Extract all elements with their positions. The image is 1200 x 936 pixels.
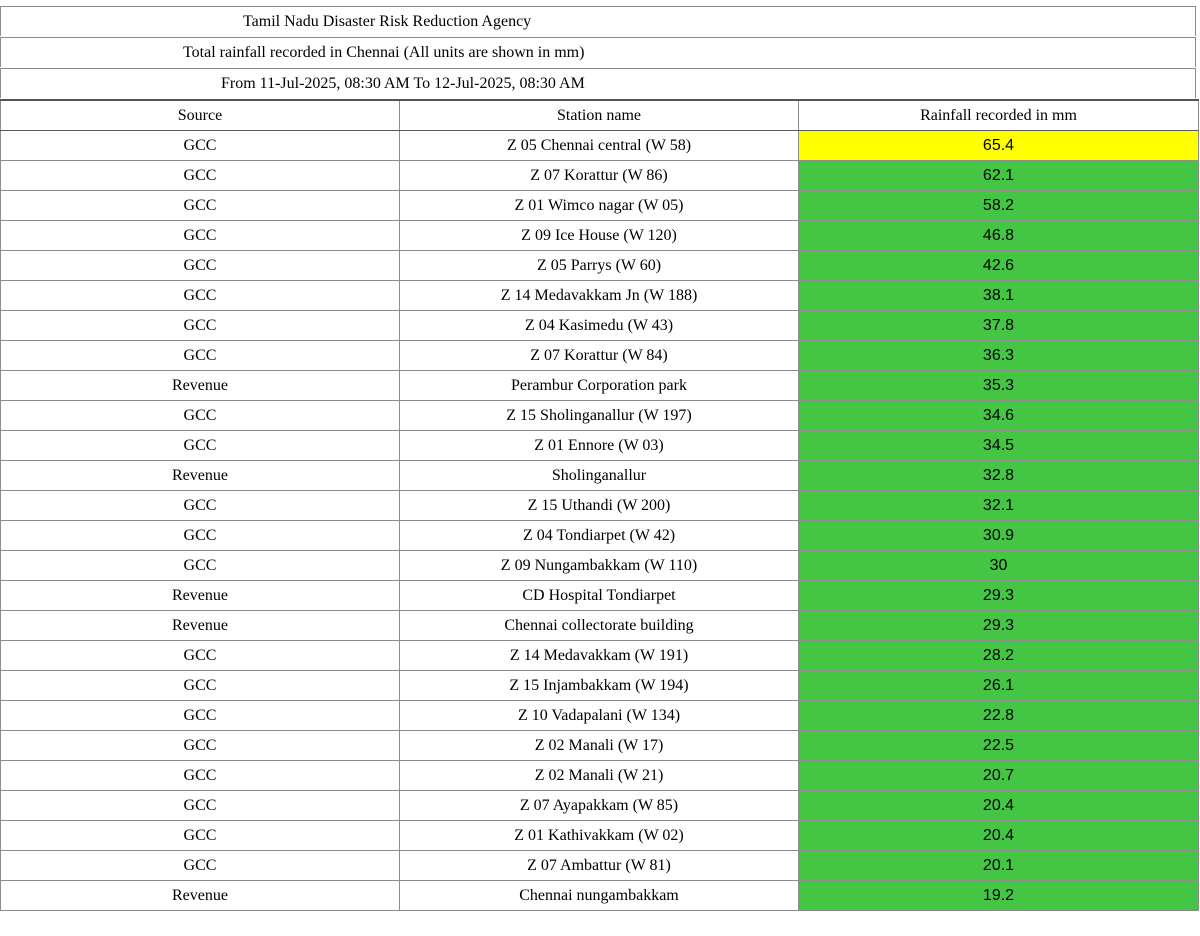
column-header-rainfall: Rainfall recorded in mm — [799, 100, 1199, 131]
station-cell: Z 09 Ice House (W 120) — [400, 221, 799, 251]
rainfall-cell: 22.5 — [799, 731, 1199, 761]
rainfall-cell: 28.2 — [799, 641, 1199, 671]
source-cell: GCC — [1, 731, 400, 761]
source-cell: GCC — [1, 401, 400, 431]
column-header-station: Station name — [400, 100, 799, 131]
station-cell: Z 09 Nungambakkam (W 110) — [400, 551, 799, 581]
table-row — [1, 491, 1199, 521]
rainfall-cell: 26.1 — [799, 671, 1199, 701]
station-cell: CD Hospital Tondiarpet — [400, 581, 799, 611]
source-cell: GCC — [1, 521, 400, 551]
station-cell: Z 07 Korattur (W 84) — [400, 341, 799, 371]
table-row — [1, 431, 1199, 461]
table-row — [1, 461, 1199, 491]
source-cell: GCC — [1, 161, 400, 191]
rainfall-cell: 62.1 — [799, 161, 1199, 191]
rainfall-cell: 30 — [799, 551, 1199, 581]
rainfall-cell: 65.4 — [799, 131, 1199, 161]
table-row — [1, 551, 1199, 581]
rainfall-cell: 20.4 — [799, 791, 1199, 821]
station-cell: Z 02 Manali (W 21) — [400, 761, 799, 791]
rainfall-cell: 38.1 — [799, 281, 1199, 311]
table-row — [1, 161, 1199, 191]
source-cell: GCC — [1, 671, 400, 701]
station-cell: Sholinganallur — [400, 461, 799, 491]
source-cell: GCC — [1, 761, 400, 791]
table-row — [1, 341, 1199, 371]
source-cell: GCC — [1, 341, 400, 371]
station-cell: Z 04 Tondiarpet (W 42) — [400, 521, 799, 551]
source-cell: Revenue — [1, 611, 400, 641]
source-cell: GCC — [1, 821, 400, 851]
rainfall-cell: 58.2 — [799, 191, 1199, 221]
table-row — [1, 521, 1199, 551]
source-cell: Revenue — [1, 371, 400, 401]
table-row — [1, 131, 1199, 161]
rainfall-cell: 42.6 — [799, 251, 1199, 281]
report-period-row — [0, 68, 1196, 98]
table-row — [1, 371, 1199, 401]
source-cell: GCC — [1, 281, 400, 311]
station-cell: Z 10 Vadapalani (W 134) — [400, 701, 799, 731]
station-cell: Z 15 Injambakkam (W 194) — [400, 671, 799, 701]
table-header-row — [1, 100, 1199, 131]
source-cell: Revenue — [1, 581, 400, 611]
station-cell: Z 07 Korattur (W 86) — [400, 161, 799, 191]
table-row — [1, 281, 1199, 311]
table-row — [1, 731, 1199, 761]
table-row — [1, 821, 1199, 851]
table-row — [1, 251, 1199, 281]
rainfall-cell: 35.3 — [799, 371, 1199, 401]
station-cell: Z 15 Sholinganallur (W 197) — [400, 401, 799, 431]
column-header-source: Source — [1, 100, 400, 131]
station-cell: Z 15 Uthandi (W 200) — [400, 491, 799, 521]
report-period: From 11-Jul-2025, 08:30 AM To 12-Jul-2025, 08:30 AM — [221, 74, 585, 92]
report-subtitle-row — [0, 37, 1196, 67]
table-row — [1, 611, 1199, 641]
station-cell: Z 07 Ambattur (W 81) — [400, 851, 799, 881]
table-row — [1, 671, 1199, 701]
rainfall-cell: 20.1 — [799, 851, 1199, 881]
station-cell: Z 14 Medavakkam Jn (W 188) — [400, 281, 799, 311]
source-cell: Revenue — [1, 461, 400, 491]
report-title: Tamil Nadu Disaster Risk Reduction Agency — [243, 12, 532, 30]
station-cell: Z 05 Parrys (W 60) — [400, 251, 799, 281]
rainfall-cell: 36.3 — [799, 341, 1199, 371]
source-cell: GCC — [1, 311, 400, 341]
report-subtitle: Total rainfall recorded in Chennai (All units are shown in mm) — [183, 43, 585, 61]
station-cell: Z 02 Manali (W 17) — [400, 731, 799, 761]
table-row — [1, 851, 1199, 881]
source-cell: GCC — [1, 851, 400, 881]
station-cell: Chennai nungambakkam — [400, 881, 799, 911]
source-cell: GCC — [1, 791, 400, 821]
source-cell: GCC — [1, 191, 400, 221]
station-cell: Z 05 Chennai central (W 58) — [400, 131, 799, 161]
rainfall-cell: 22.8 — [799, 701, 1199, 731]
table-row — [1, 641, 1199, 671]
source-cell: GCC — [1, 131, 400, 161]
rainfall-cell: 32.1 — [799, 491, 1199, 521]
table-row — [1, 581, 1199, 611]
rainfall-cell: 46.8 — [799, 221, 1199, 251]
station-cell: Z 07 Ayapakkam (W 85) — [400, 791, 799, 821]
rainfall-cell: 37.8 — [799, 311, 1199, 341]
rainfall-cell: 32.8 — [799, 461, 1199, 491]
source-cell: GCC — [1, 431, 400, 461]
table-row — [1, 221, 1199, 251]
rainfall-cell: 19.2 — [799, 881, 1199, 911]
report-title-row — [0, 6, 1196, 36]
rainfall-cell: 20.4 — [799, 821, 1199, 851]
source-cell: GCC — [1, 701, 400, 731]
table-row — [1, 311, 1199, 341]
table-row — [1, 701, 1199, 731]
rainfall-cell: 29.3 — [799, 611, 1199, 641]
table-row — [1, 401, 1199, 431]
station-cell: Z 04 Kasimedu (W 43) — [400, 311, 799, 341]
source-cell: GCC — [1, 221, 400, 251]
rainfall-cell: 30.9 — [799, 521, 1199, 551]
source-cell: GCC — [1, 641, 400, 671]
source-cell: GCC — [1, 251, 400, 281]
table-row — [1, 761, 1199, 791]
station-cell: Z 14 Medavakkam (W 191) — [400, 641, 799, 671]
table-row — [1, 191, 1199, 221]
table-row — [1, 881, 1199, 911]
station-cell: Z 01 Kathivakkam (W 02) — [400, 821, 799, 851]
rainfall-cell: 20.7 — [799, 761, 1199, 791]
rainfall-cell: 34.5 — [799, 431, 1199, 461]
station-cell: Perambur Corporation park — [400, 371, 799, 401]
source-cell: GCC — [1, 491, 400, 521]
rainfall-cell: 29.3 — [799, 581, 1199, 611]
source-cell: GCC — [1, 551, 400, 581]
table-row — [1, 791, 1199, 821]
rainfall-table — [0, 99, 1199, 911]
rainfall-cell: 34.6 — [799, 401, 1199, 431]
source-cell: Revenue — [1, 881, 400, 911]
station-cell: Z 01 Wimco nagar (W 05) — [400, 191, 799, 221]
station-cell: Z 01 Ennore (W 03) — [400, 431, 799, 461]
table-body — [1, 131, 1199, 911]
station-cell: Chennai collectorate building — [400, 611, 799, 641]
